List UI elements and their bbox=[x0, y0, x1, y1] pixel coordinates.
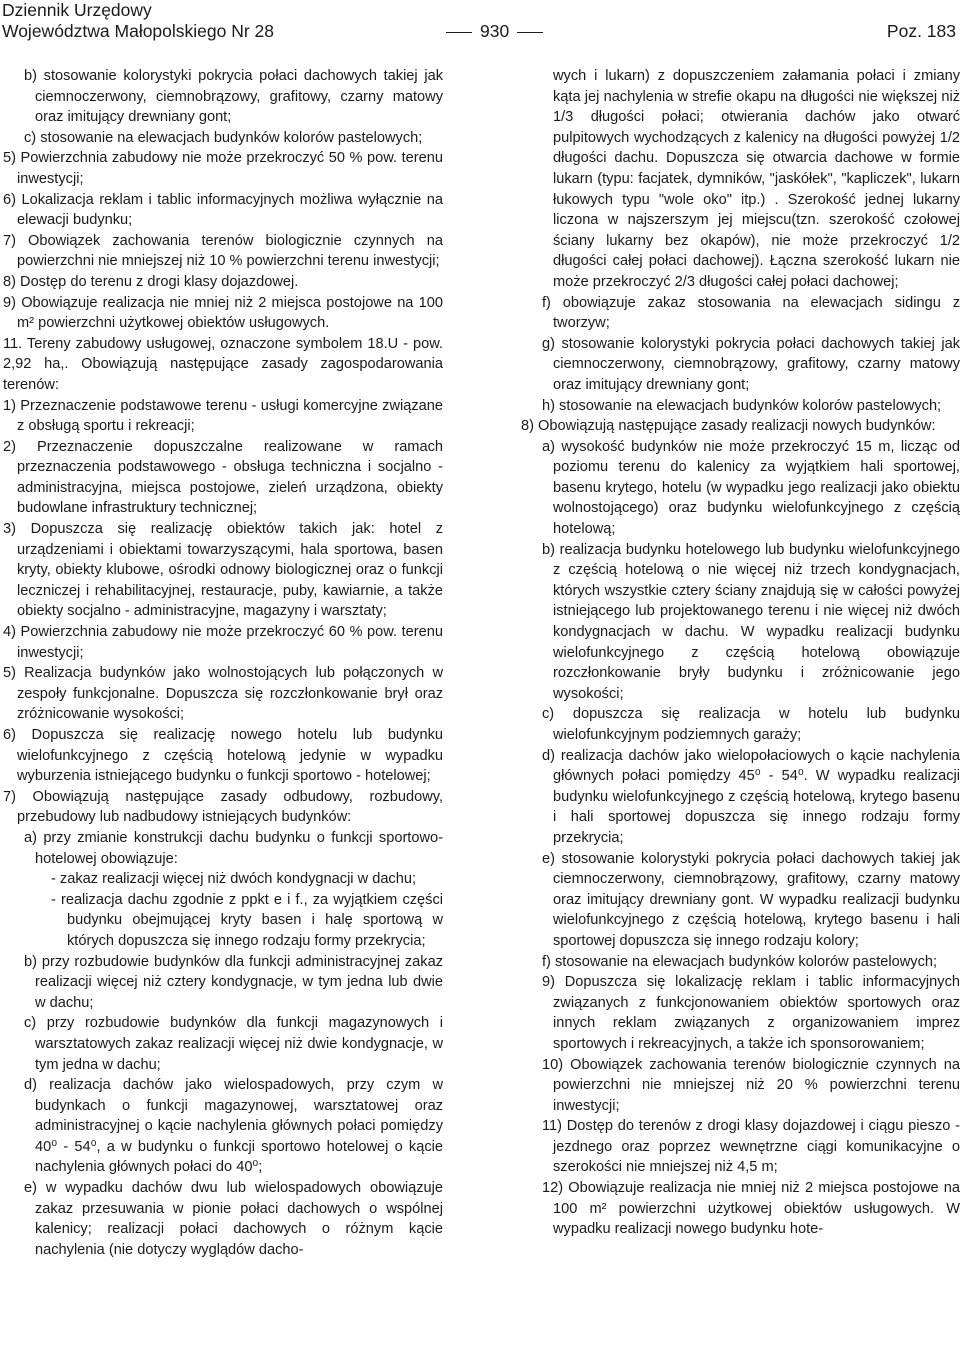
paragraph: a) wysokość budynków nie może przekroczyć 15 m, licząc od poziomu terenu do kalenicy za wyjątkiem hali sportowej, basenu krytego, hotelu (w wypadku jego realizacji jako obiektu wolnostojącego) oraz budynku wielofunkcyjnego z częścią hotelową; bbox=[542, 438, 960, 538]
paragraph: b) stosowanie kolorystyki pokrycia połaci dachowych takiej jak ciemnoczerwony, ciemnobrązowy, grafitowy, czarny matowy oraz imitujący drewniany gont; bbox=[24, 68, 443, 126]
paragraph: 5) Realizacja budynków jako wolnostojących lub połączonych w zespoły funkcjonalne. Dopuszcza się rozczłonkowanie brył oraz zróżnicowanie wysokości; bbox=[3, 665, 443, 723]
paragraph: 8) Dostęp do terenu z drogi klasy dojazdowej. bbox=[3, 273, 299, 290]
paragraph: wych i lukarn) z dopuszczeniem załamania połaci i zmiany kąta jej nachylenia w strefie okapu na długości nie większej niż 1/3 długości połaci; otwierania dachów jako otwarć pulpitowych wychodzących z kalenicy na długości powyżej 1/2 długości dachu. Dopuszcza się otwarcia dachowe w formie lukarn (typu: facjatek, dymników, "jaskółek", "kapliczek", lukarn łukowych typu "wole oko" itp.) . Szerokość jednej lukarny liczona w najszerszym jej miejscu(tzn. szerokość czołowej ściany lukarny bez okapów), nie może przekroczyć 1/2 długości całej połaci dachowej). Łączna szerokość lukarn nie może przekroczyć 2/3 długości całej połaci dachowej; bbox=[553, 68, 960, 290]
page-number-text: 930 bbox=[480, 21, 510, 41]
paragraph: d) realizacja dachów jako wielopołaciowych o kącie nachylenia głównych połaci pomiędzy 45⁰ - 54⁰. W wypadku realizacji budynku wielofunkcyjnego z częścią hotelową, krytego basenu i hali sportowej dopuszcza się innego rodzaju formy przekrycia; bbox=[542, 747, 960, 846]
paragraph: 9) Dopuszcza się lokalizację reklam i tablic informacyjnych związanych z funkcjonowaniem obiektów sportowych oraz innych reklam związanych z organizowaniem imprez sportowych i rekreacyjnych, a także ich sponsorowaniem; bbox=[542, 974, 960, 1052]
paragraph: c) przy rozbudowie budynków dla funkcji magazynowych i warsztatowych zakaz realizacji więcej niż dwie kondygnacje, w tym jedna w dachu; bbox=[24, 1015, 443, 1073]
paragraph: 2) Przeznaczenie dopuszczalne realizowane w ramach przeznaczenia podstawowego - obsługa techniczna i socjalno - administracyjna, miejsca postojowe, zieleń urządzona, obiekty budowlane infrastruktury technicznej; bbox=[3, 438, 443, 517]
dash-left bbox=[446, 32, 472, 33]
paragraph: 4) Powierzchnia zabudowy nie może przekroczyć 60 % pow. terenu inwestycji; bbox=[3, 624, 443, 661]
paragraph: 1) Przeznaczenie podstawowe terenu - usługi komercyjne związane z obsługą sportu i rekreacji; bbox=[3, 397, 443, 435]
paragraph: f) obowiązuje zakaz stosowania na elewacjach sidingu z tworzyw; bbox=[542, 294, 960, 332]
paragraph: 3) Dopuszcza się realizację obiektów takich jak: hotel z urządzeniami i obiektami towarzyszącymi, hala sportowa, basen kryty, obiekty klubowe, ośrodki odnowy biologicznej oraz o funkcji leczniczej i rehabilitacyjnej, restauracje, puby, kawiarnie, a także obiekty socjalno - administracyjne, magazyny i warsztaty; bbox=[3, 521, 443, 620]
paragraph: 7) Obowiązek zachowania terenów biologicznie czynnych na powierzchni nie mniejszej niż 10 % powierzchni terenu inwestycji; bbox=[3, 232, 443, 270]
paragraph: 6) Dopuszcza się realizację nowego hotelu lub budynku wielofunkcyjnego z częścią hotelową jedynie w wypadku wyburzenia istniejącego budynku o funkcji sportowo - hotelowej; bbox=[3, 727, 443, 785]
paragraph: 5) Powierzchnia zabudowy nie może przekroczyć 50 % pow. terenu inwestycji; bbox=[3, 150, 443, 187]
paragraph: 11. Tereny zabudowy usługowej, oznaczone symbolem 18.U - pow. 2,92 ha,. Obowiązują następujące zasady zagospodarowania terenów: bbox=[3, 335, 443, 393]
paragraph: 9) Obowiązuje realizacja nie mniej niż 2 miejsca postojowe na 100 m² powierzchni użytkowej obiektów usługowych. bbox=[3, 294, 443, 332]
position-label: Poz. 183 bbox=[886, 21, 956, 41]
page-header bbox=[0, 0, 960, 44]
page-number bbox=[438, 21, 551, 42]
paragraph: 6) Lokalizacja reklam i tablic informacyjnych możliwa wyłącznie na elewacji budynku; bbox=[3, 191, 443, 229]
paragraph: 11) Dostęp do terenów z drogi klasy dojazdowej i ciągu pieszo - jezdnego oraz poprzez wewnętrzne ciągi komunikacyjne o szerokości nie mniejszej niż 4,5 m; bbox=[542, 1118, 960, 1176]
paragraph: 7) Obowiązują następujące zasady odbudowy, rozbudowy, przebudowy lub nadbudowy istniejących budynków: bbox=[3, 788, 443, 826]
journal-name: Dziennik Urzędowy bbox=[2, 0, 152, 20]
paragraph: - realizacja dachu zgodnie z ppkt e i f., za wyjątkiem części budynku obejmującej kryty basen i halę sportową w których dopuszcza się innego rodzaju formy przekrycia; bbox=[51, 891, 443, 949]
paragraph: c) stosowanie na elewacjach budynków kolorów pastelowych; bbox=[24, 129, 423, 146]
paragraph: h) stosowanie na elewacjach budynków kolorów pastelowych; bbox=[542, 397, 942, 414]
paragraph: - zakaz realizacji więcej niż dwóch kondygnacji w dachu; bbox=[51, 871, 417, 888]
paragraph: e) w wypadku dachów dwu lub wielospadowych obowiązuje zakaz przesuwania w pionie połaci dachowych o wspólnej kalenicy; realizacji połaci dachowych o różnym kącie nachylenia (nie dotyczy wyglądów dacho- bbox=[24, 1180, 443, 1258]
dash-right bbox=[517, 32, 543, 33]
left-column bbox=[3, 66, 443, 1260]
paragraph: a) przy zmianie konstrukcji dachu budynku o funkcji sportowo- hotelowej obowiązuje: bbox=[24, 829, 443, 867]
paragraph: f) stosowanie na elewacjach budynków kolorów pastelowych; bbox=[542, 953, 938, 970]
paragraph: 8) Obowiązują następujące zasady realizacji nowych budynków: bbox=[521, 418, 936, 435]
journal-issue: Województwa Małopolskiego Nr 28 bbox=[2, 21, 275, 41]
paragraph: 12) Obowiązuje realizacja nie mniej niż 2 miejsca postojowe na 100 m² powierzchni użytkowej obiektów usługowych. W wypadku realizacji nowego budynku hote- bbox=[542, 1180, 960, 1238]
paragraph: g) stosowanie kolorystyki pokrycia połaci dachowych takiej jak ciemnoczerwony, ciemnobrązowy, grafitowy, czarny matowy oraz imitujący drewniany gont; bbox=[542, 335, 960, 393]
journal-title bbox=[2, 0, 274, 42]
paragraph: d) realizacja dachów jako wielospadowych, przy czym w budynkach o funkcji magazynowej, warsztatowej oraz administracyjnej o kącie nachylenia głównych połaci pomiędzy 40⁰ - 54⁰, a w budynku o funkcji sportowo hotelowej o kącie nachylenia głównych połaci do 40⁰; bbox=[24, 1077, 443, 1176]
paragraph: 10) Obowiązek zachowania terenów biologicznie czynnych na powierzchni nie mniejszej niż 20 % powierzchni terenu inwestycji; bbox=[542, 1056, 960, 1114]
paragraph: e) stosowanie kolorystyki pokrycia połaci dachowych takiej jak ciemnoczerwony, ciemnobrązowy, grafitowy, czarny matowy oraz imitujący drewniany gont. W wypadku realizacji budynku wielofunkcyjnego z częścią hotelową, krytego basenu i hali sportowej dopuszcza się innego rodzaju kolory; bbox=[542, 850, 960, 949]
paragraph: c) dopuszcza się realizacja w hotelu lub budynku wielofunkcyjnym podziemnych garaży; bbox=[542, 706, 960, 743]
paragraph: b) przy rozbudowie budynków dla funkcji administracyjnej zakaz realizacji więcej niż cztery kondygnacje, w tym jedna lub dwie w dachu; bbox=[24, 953, 443, 1011]
paragraph: b) realizacja budynku hotelowego lub budynku wielofunkcyjnego z częścią hotelową o nie więcej niż trzech kondygnacjach, których wszystkie cztery ściany znajdują się w całości powyżej istniejącego lub projektowanego terenu i nie więcej niż dwóch kondygnacjach w dachu. W wypadku realizacji budynku wielofunkcyjnego z częścią hotelową obowiązuje rozczłonkowanie bryły budynku i zróżnicowanie jego wysokości; bbox=[542, 541, 960, 702]
right-column bbox=[521, 66, 960, 1240]
